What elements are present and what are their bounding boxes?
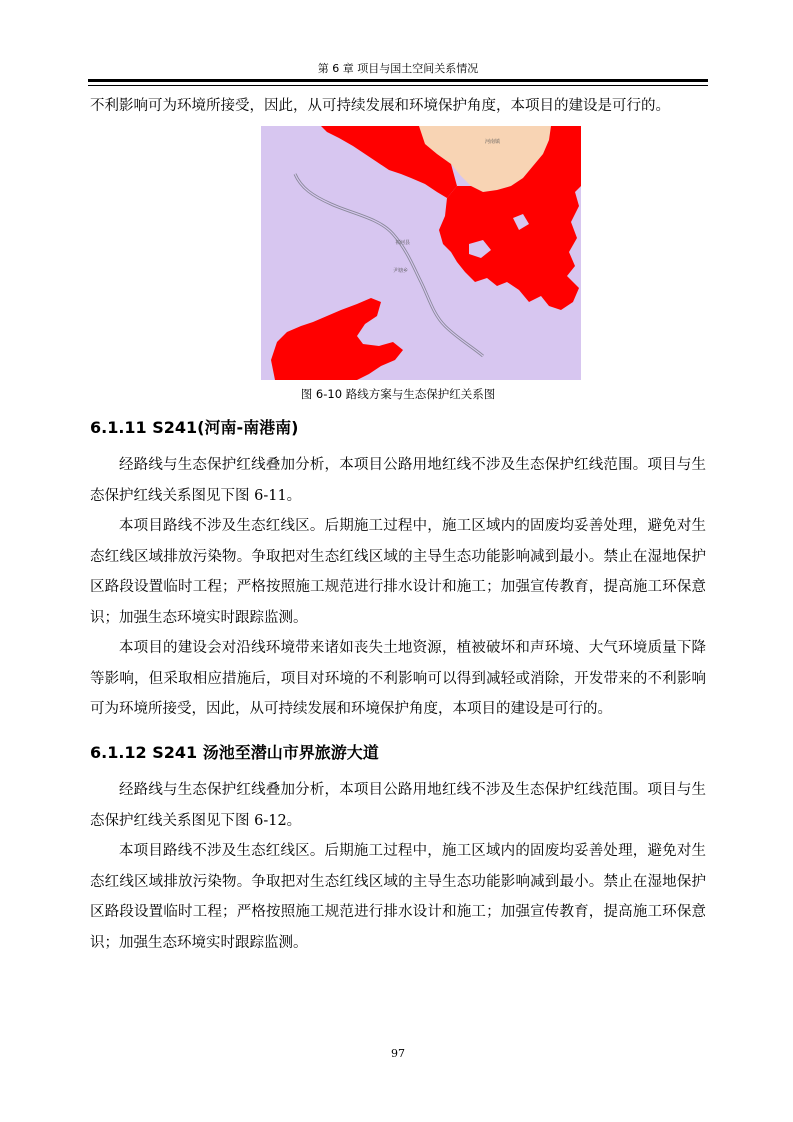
header-rule-thin	[88, 85, 708, 86]
section1-paragraph-1: 经路线与生态保护红线叠加分析，本项目公路用地红线不涉及生态保护红线范围。项目与生态保护红线关系图见下图 6-11。	[90, 457, 706, 504]
header-rule-thick	[88, 79, 708, 82]
section2-paragraph-1: 经路线与生态保护红线叠加分析，本项目公路用地红线不涉及生态保护红线范围。项目与生态保护红线关系图见下图 6-12。	[90, 782, 706, 829]
figure-caption: 图 6-10 路线方案与生态保护红关系图	[300, 387, 496, 401]
section-heading-6-1-11: 6.1.11 S241(河南-南港南)	[90, 418, 299, 437]
map-svg	[261, 126, 581, 380]
section2-paragraph-2: 本项目路线不涉及生态红线区。后期施工过程中，施工区域内的固废均妥善处理，避免对生态红线区域排放污染物。争取把对生态红线区域的主导生态功能影响减到最小。禁止在湿地保护区路段设置临时工程；严格按照施工规范进行排水设计和施工；加强宣传教育，提高施工环保意识；加强生态环境实时跟踪监测。	[90, 843, 706, 951]
page-number: 97	[391, 1047, 405, 1060]
section-heading-6-1-12: 6.1.12 S241 汤池至潜山市界旅游大道	[90, 743, 379, 762]
top-paragraph: 不利影响可为环境所接受，因此，从可持续发展和环境保护角度，本项目的建设是可行的。	[90, 98, 670, 114]
ecological-redline-map	[261, 126, 581, 380]
map-label-mid-1: 祁河县	[395, 240, 411, 246]
section1-paragraph-2: 本项目路线不涉及生态红线区。后期施工过程中，施工区域内的固废均妥善处理，避免对生态红线区域排放污染物。争取把对生态红线区域的主导生态功能影响减到最小。禁止在湿地保护区路段设置临时工程；严格按照施工规范进行排水设计和施工；加强宣传教育，提高施工环保意识；加强生态环境实时跟踪监测。	[90, 518, 706, 626]
map-label-north: 河南镇	[485, 139, 501, 145]
map-label-mid-2: 尹塘乡	[393, 268, 409, 274]
section1-paragraph-3: 本项目的建设会对沿线环境带来诸如丧失土地资源，植被破坏和声环境、大气环境质量下降等影响，但采取相应措施后，项目对环境的不利影响可以得到减轻或消除，开发带来的不利影响可为环境所接受，因此，从可持续发展和环境保护角度，本项目的建设是可行的。	[90, 640, 706, 717]
page-header: 第 6 章 项目与国土空间关系情况	[317, 62, 479, 75]
